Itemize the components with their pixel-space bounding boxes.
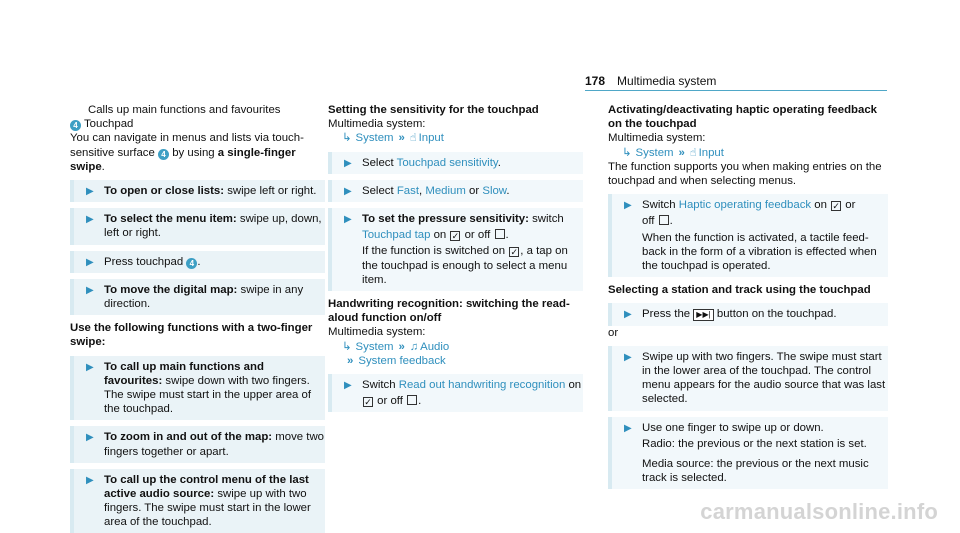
- path-hook-icon: ↳: [622, 146, 632, 159]
- path-hook-icon: ↳: [342, 340, 352, 353]
- menu-path-input: [328, 131, 583, 145]
- touch-hand-icon: ☝: [689, 146, 697, 159]
- step-main-functions: [70, 356, 325, 421]
- nav-bold: a single-finger swipe: [70, 146, 296, 173]
- step-text: move two fingers together or apart.: [104, 431, 325, 458]
- step-text: Select: [362, 156, 394, 169]
- step-one-finger: [608, 417, 888, 490]
- haptic-description: The function supports you when making entries on the touchpad and when selecting menus.: [608, 160, 882, 188]
- path-separator-icon: »: [398, 132, 405, 145]
- page-section-title: Multimedia system: [617, 74, 717, 88]
- step-press-skip: [608, 303, 888, 325]
- read-out-handwriting-link: Read out handwriting recognition: [398, 379, 566, 392]
- step-move-map: [70, 279, 325, 315]
- step-open-lists: [70, 180, 325, 202]
- step-text: Press the: [642, 308, 691, 321]
- step-text: Press touchpad: [104, 255, 184, 268]
- step-arrow-icon: ▶: [624, 422, 632, 434]
- column-left: [70, 103, 325, 533]
- haptic-sub: When the function is activated, a tactile feed-back in the form of a vibration is effected when the touchpad is operated.: [642, 231, 877, 273]
- step-bold: To set the pressure sensitivity:: [362, 213, 529, 226]
- page-header: [585, 74, 716, 88]
- path-system: System: [355, 132, 394, 145]
- step-arrow-icon: ▶: [624, 309, 632, 321]
- checkbox-empty-icon: [659, 215, 669, 225]
- handwriting-heading: Handwriting recognition: switching the read-aloud function on/off: [328, 298, 570, 325]
- menu-path-feedback: [328, 354, 583, 368]
- callout-4-icon: 4: [158, 149, 169, 160]
- path-separator-icon: »: [398, 340, 405, 353]
- step-text-suffix: button on the touchpad.: [716, 308, 837, 321]
- option-fast: Fast: [396, 184, 419, 197]
- step-bold: To open or close lists:: [104, 185, 225, 198]
- haptic-feedback-link: Haptic operating feedback: [678, 199, 812, 212]
- option-slow: Slow: [482, 184, 507, 197]
- checkbox-checked-icon: ✓: [510, 247, 519, 258]
- step-text: swipe up with two fingers. The swipe must start in the lower area of the touchpad.: [104, 488, 311, 529]
- step-text: swipe in any direction.: [104, 283, 304, 311]
- sensitivity-heading: Setting the sensitivity for the touchpad: [328, 104, 539, 116]
- path-input: Input: [418, 132, 444, 145]
- step-bold: To call up main functions and favourites:: [104, 360, 264, 387]
- intro-item: Calls up main functions and favourites: [88, 104, 281, 116]
- step-arrow-icon: ▶: [86, 361, 94, 373]
- step-arrow-icon: ▶: [344, 185, 352, 197]
- menu-path-audio: [328, 340, 583, 354]
- step-arrow-icon: ▶: [344, 214, 352, 226]
- on-text: on: [433, 229, 447, 242]
- pressure-sub-text: If the function is switched on: [362, 245, 506, 258]
- step-bold: To call up the control menu of the last active audio source:: [104, 473, 309, 501]
- ms-label: Multimedia system:: [328, 118, 426, 131]
- audio-icon: ♫: [409, 340, 419, 353]
- step-read-out: [328, 374, 583, 412]
- path-system: System: [635, 146, 674, 159]
- step-arrow-icon: ▶: [86, 284, 94, 296]
- touchpad-legend: [70, 117, 325, 131]
- step-text: Switch: [642, 199, 676, 212]
- step-bold: To move the digital map:: [104, 283, 238, 296]
- step-arrow-icon: ▶: [86, 256, 94, 268]
- step-text: swipe left or right.: [224, 185, 317, 198]
- menu-path-input: [608, 146, 888, 160]
- on-text: on: [568, 379, 582, 392]
- media-text: Media source: the previous or the next music track is selected.: [642, 458, 869, 485]
- step-select-menu: [70, 208, 325, 244]
- nav-text-a: You can navigate in menus and lists via touch-sensitive surface: [70, 132, 304, 159]
- callout-4-icon: 4: [186, 258, 197, 269]
- path-audio: Audio: [420, 340, 450, 353]
- radio-text: Radio: the previous or the next station is set.: [642, 437, 867, 450]
- step-zoom-map: [70, 426, 325, 462]
- or-text: or: [469, 184, 480, 197]
- step-control-menu: [70, 469, 325, 533]
- step-swipe-two: [608, 346, 888, 411]
- step-select-speed: ▶ Select Fast, Medium or Slow.: [328, 180, 583, 202]
- or-off-text: or off: [464, 229, 491, 242]
- off-text: off: [642, 215, 655, 228]
- path-system: System: [355, 340, 394, 353]
- step-select-sensitivity: ▶ Select Touchpad sensitivity.: [328, 152, 583, 174]
- nav-text-b: by using: [172, 146, 215, 159]
- or-off-text: or off: [377, 395, 403, 408]
- checkbox-checked-icon: ✓: [451, 231, 460, 242]
- step-text: Switch: [362, 379, 396, 392]
- touchpad-sensitivity-link: Touchpad sensitivity: [396, 156, 498, 169]
- ms-label: Multimedia system:: [608, 132, 706, 145]
- skip-forward-icon: ▶▶|: [693, 309, 713, 321]
- pressure-line: Touchpad tap on ✓ or off .: [362, 229, 509, 242]
- step-pressure: [328, 208, 583, 291]
- or-separator: or: [608, 326, 619, 339]
- column-right: [608, 103, 888, 489]
- pressure-sub-text2: , a tap on the touchpad is enough to select a menu item.: [362, 245, 568, 286]
- step-text: Swipe up with two fingers. The swipe must start in the lower area of the touchpad. The control menu appears for the audio source that was last selected.: [642, 350, 886, 406]
- two-finger-heading: Use the following functions with a two-finger swipe:: [70, 322, 313, 349]
- option-medium: Medium: [425, 184, 466, 197]
- header-divider: [585, 90, 887, 91]
- step-arrow-icon: ▶: [86, 474, 94, 486]
- step-haptic-switch: [608, 194, 888, 277]
- pressure-sub: [362, 244, 583, 287]
- checkbox-empty-icon: [407, 395, 417, 405]
- step-text: swipe down with two fingers. The swipe must start in the upper area of the touchpad.: [104, 374, 312, 416]
- step-press-touchpad: ▶ Press touchpad 4 .: [70, 251, 325, 273]
- path-separator-icon: »: [678, 146, 685, 159]
- haptic-off-line: off .: [642, 215, 673, 228]
- step-arrow-icon: ▶: [344, 380, 352, 392]
- step-arrow-icon: ▶: [344, 157, 352, 169]
- step-bold: To zoom in and out of the map:: [104, 431, 273, 444]
- touchpad-tap-link: Touchpad tap: [362, 229, 431, 242]
- step-arrow-icon: ▶: [86, 214, 94, 226]
- path-input: Input: [698, 146, 724, 159]
- step-arrow-icon: ▶: [624, 351, 632, 363]
- nav-paragraph: You can navigate in menus and lists via touch-sensitive surface 4 by using a single-finger swipe.: [70, 132, 304, 173]
- haptic-heading: Activating/deactivating haptic operating feedback on the touchpad: [608, 104, 878, 131]
- read-out-line: ✓ or off .: [364, 395, 422, 408]
- step-arrow-icon: ▶: [624, 200, 632, 212]
- station-heading: Selecting a station and track using the touchpad: [608, 284, 871, 297]
- touch-hand-icon: ☝: [409, 132, 417, 145]
- checkbox-checked-icon: ✓: [364, 397, 372, 408]
- watermark-text: carmanualsonline.info: [700, 498, 938, 524]
- step-text: Use one finger to swipe up or down.: [642, 421, 824, 434]
- step-bold: To select the menu item:: [104, 213, 237, 226]
- page-number: 178: [585, 74, 606, 88]
- touchpad-label: Touchpad: [83, 118, 134, 131]
- ms-label2: Multimedia system:: [328, 326, 426, 339]
- step-arrow-icon: ▶: [86, 186, 94, 198]
- path-hook-icon: ↳: [342, 132, 352, 145]
- step-text: switch: [528, 213, 564, 226]
- step-text: swipe up, down, left or right.: [104, 213, 322, 240]
- column-middle: [328, 103, 583, 412]
- step-text: Select: [362, 184, 394, 197]
- step-arrow-icon: ▶: [86, 432, 94, 444]
- path-separator-icon: »: [347, 354, 354, 367]
- on-text: on: [814, 199, 827, 212]
- checkbox-checked-icon: ✓: [832, 201, 840, 212]
- callout-4-icon: 4: [70, 120, 81, 131]
- or-text: or: [845, 199, 856, 212]
- checkbox-empty-icon: [495, 229, 505, 239]
- path-system-feedback: System feedback: [358, 354, 446, 367]
